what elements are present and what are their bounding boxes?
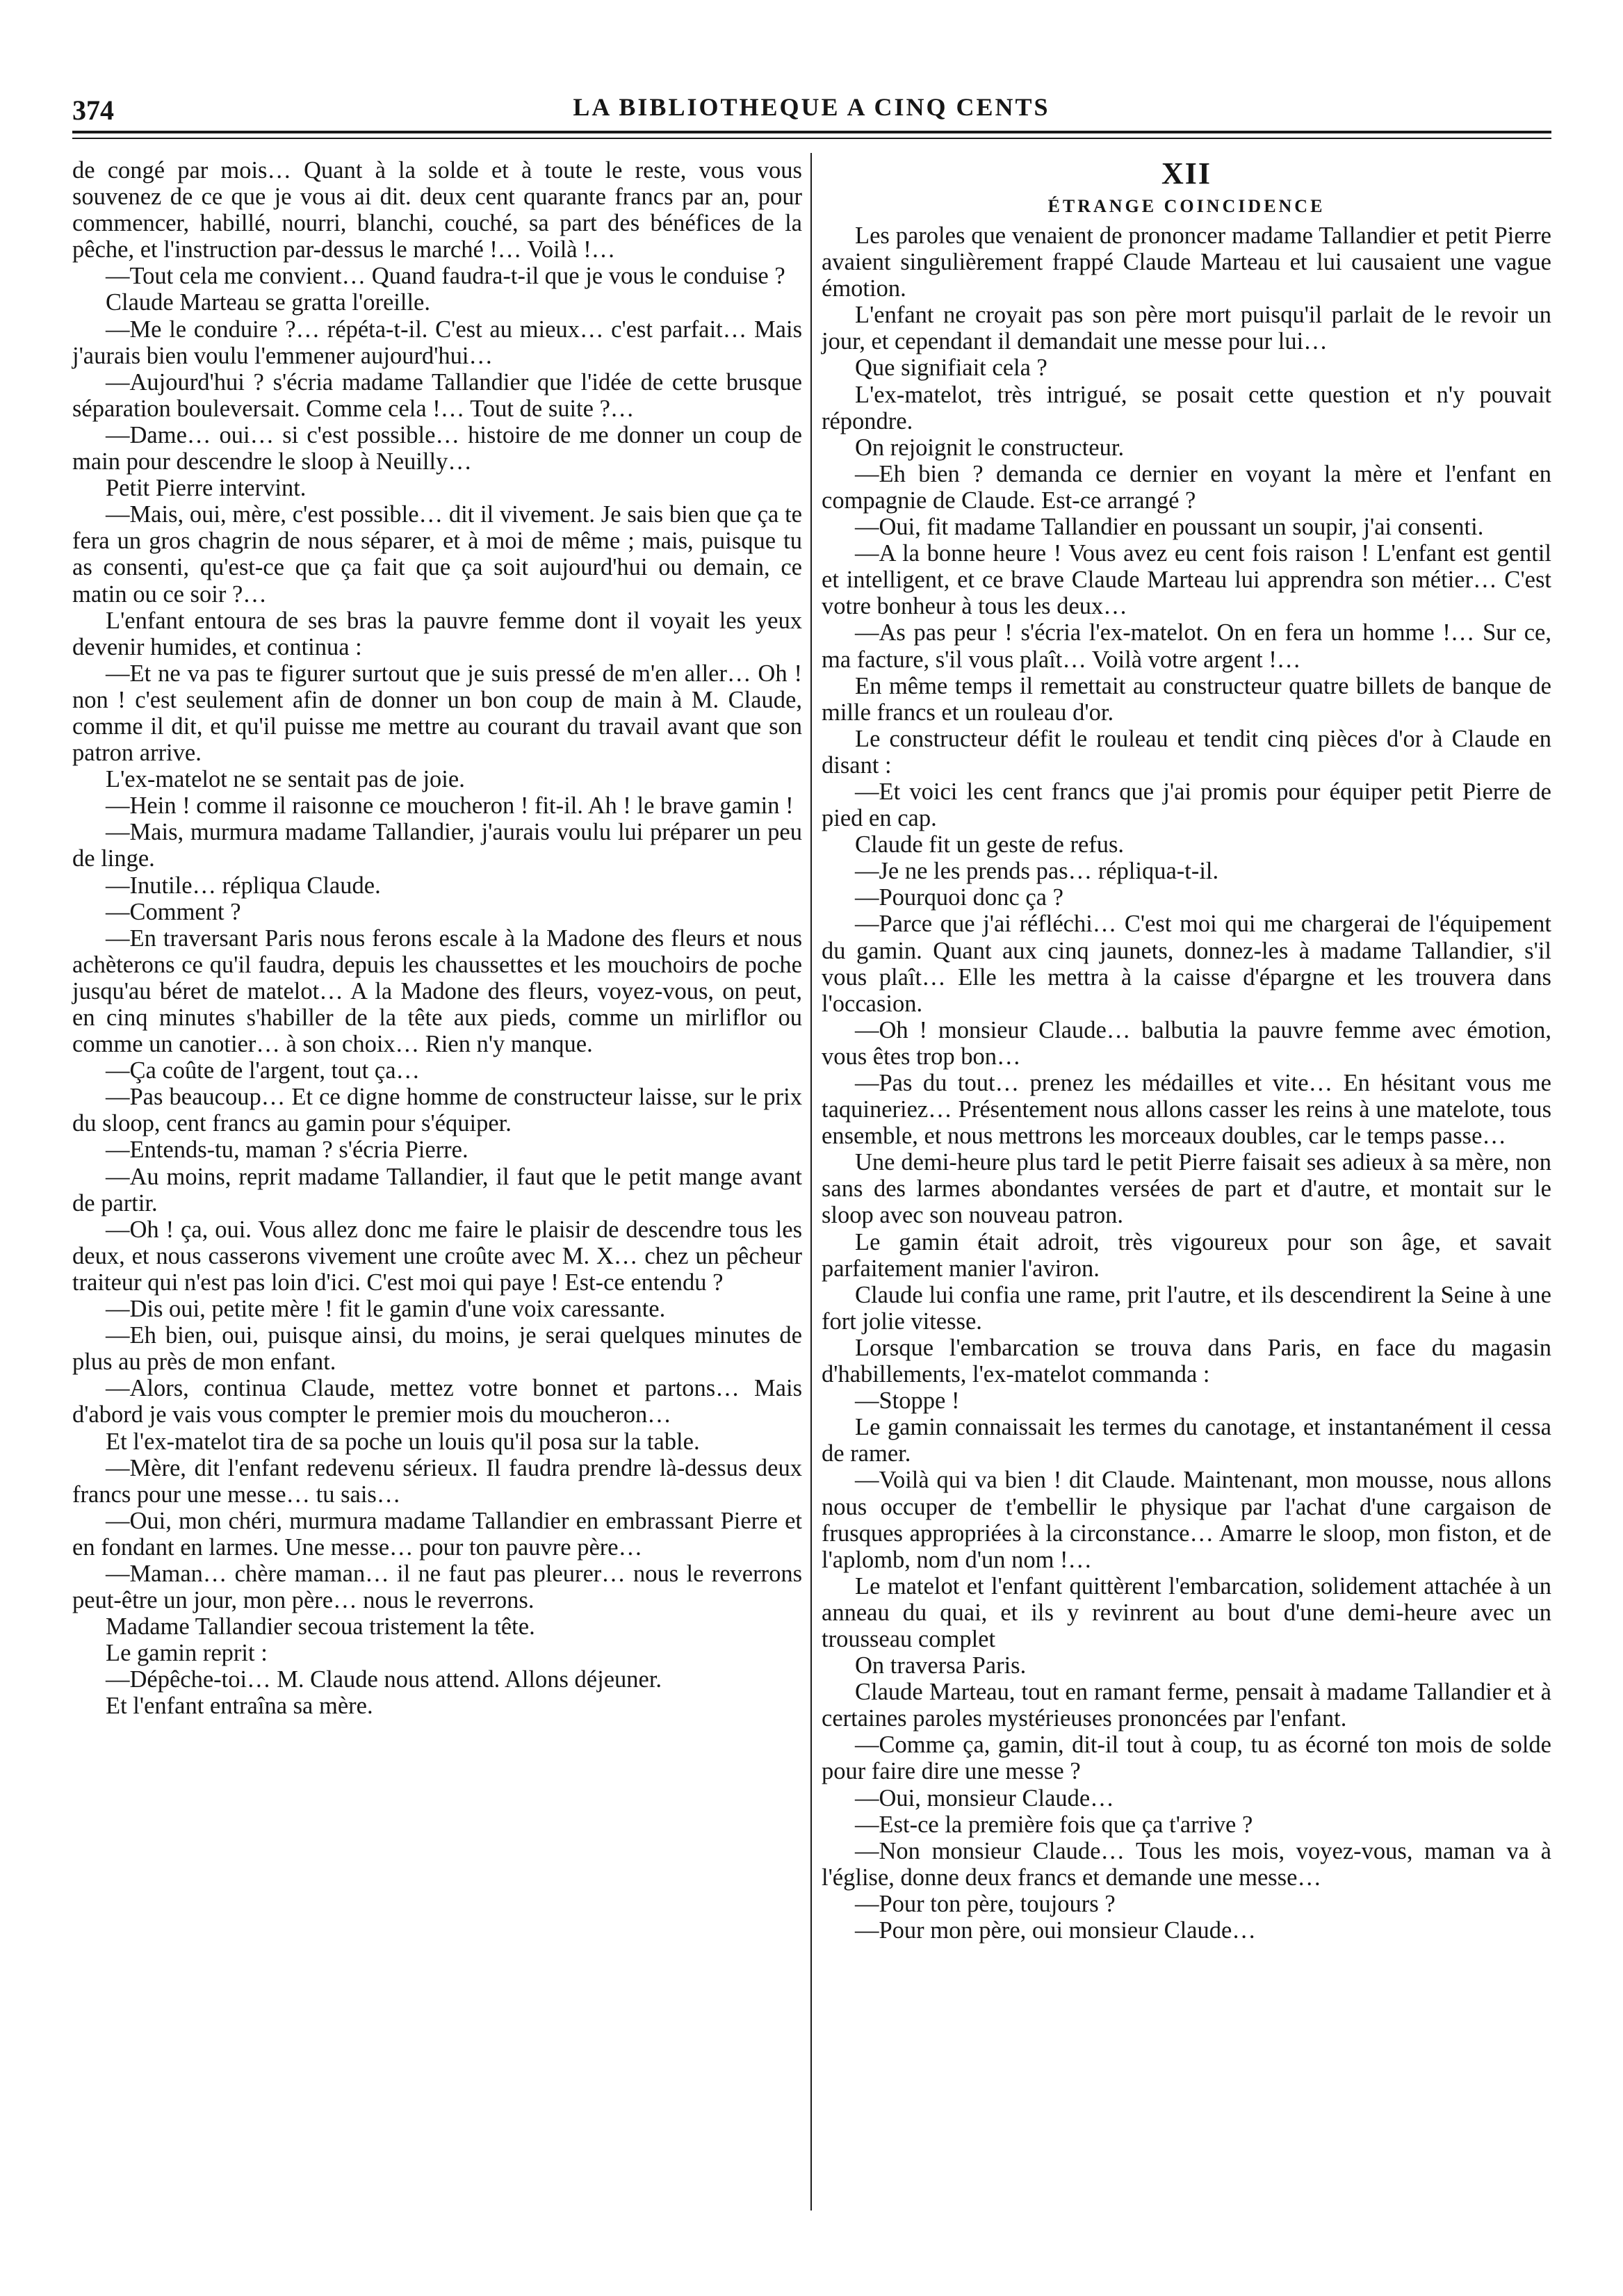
- paragraph: —As pas peur ! s'écria l'ex-matelot. On en fera un homme !… Sur ce, ma facture, s'il vous plaît… Voilà votre argent !…: [822, 619, 1551, 673]
- paragraph: Le gamin était adroit, très vigoureux pour son âge, et savait parfaitement manier l'aviron.: [822, 1228, 1551, 1282]
- paragraph: —Pourquoi donc ça ?: [855, 884, 1063, 911]
- paragraph: —Aujourd'hui ? s'écria madame Tallandier que l'idée de cette brusque séparation bouleversait. Comme cela !… Tout de suite ?…: [72, 368, 802, 422]
- paragraph: —Mais, oui, mère, c'est possible… dit il vivement. Je sais bien que ça te fera un gros chagrin de nous séparer, et à moi de même ; mais, puisque tu as consenti, qu'est-ce que ça fait que ça soit aujourd'hui ou demain, ce matin ou ce soir ?…: [72, 501, 802, 608]
- chapter-title: ÉTRANGE COINCIDENCE: [1047, 196, 1326, 216]
- paragraph: —Et ne va pas te figurer surtout que je suis pressé de m'en aller… Oh ! non ! c'est seulement afin de donner un bon coup de main à M. Claude, comme il dit, et qu'il puisse me mettre au courant du travail avant que son patron arrive.: [72, 660, 802, 767]
- paragraph: —Dis oui, petite mère ! fit le gamin d'une voix caressante.: [106, 1296, 666, 1323]
- paragraph: —Me le conduire ?… répéta-t-il. C'est au mieux… c'est parfait… Mais j'aurais bien voulu l'emmener aujourd'hui…: [72, 316, 802, 369]
- paragraph: L'enfant ne croyait pas son père mort puisqu'il parlait de le revoir un jour, et cependant il demandait une messe pour lui…: [822, 302, 1551, 355]
- paragraph: —Inutile… répliqua Claude.: [106, 872, 381, 899]
- paragraph: —Parce que j'ai réfléchi… C'est moi qui me chargerai de l'équipement du gamin. Quant aux cinq jaunets, donnez-les à madame Tallandier, s'il vous plaît… Elle les mettra à la caisse d'épargne et les trouvera dans l'occasion.: [822, 911, 1551, 1017]
- paragraph: —Non monsieur Claude… Tous les mois, voyez-vous, maman va à l'église, donne deux francs et demande une messe…: [822, 1837, 1551, 1891]
- right-column: [822, 157, 1551, 1944]
- paragraph: —Oui, mon chéri, murmura madame Tallandier en embrassant Pierre et en fondant en larmes. Une messe… pour ton pauvre père…: [72, 1507, 802, 1561]
- chapter-number: XII: [1161, 156, 1212, 190]
- paragraph: —Tout cela me convient… Quand faudra-t-il que je vous le conduise ?: [106, 263, 785, 290]
- left-column: [72, 157, 802, 1720]
- paragraph: —Oh ! monsieur Claude… balbutia la pauvre femme avec émotion, vous êtes trop bon…: [822, 1016, 1551, 1070]
- paragraph: —Comme ça, gamin, dit-il tout à coup, tu as écorné ton mois de solde pour faire dire une messe ?: [822, 1732, 1551, 1785]
- paragraph: —Dame… oui… si c'est possible… histoire de me donner un coup de main pour descendre le sloop à Neuilly…: [72, 421, 802, 475]
- paragraph: —Oui, fit madame Tallandier en poussant un soupir, j'ai consenti.: [855, 514, 1484, 541]
- paragraph: de congé par mois… Quant à la solde et à toute le reste, vous vous souvenez de ce que je vous ai dit. deux cent quarante francs par an, pour commencer, habillé, nourri, blanchi, couché, sa part des bénéfices de la pêche, et l'instruction par-dessus le marché !… Voilà !…: [72, 157, 802, 263]
- paragraph: Claude fit un geste de refus.: [855, 831, 1125, 858]
- paragraph: —Pas beaucoup… Et ce digne homme de constructeur laisse, sur le prix du sloop, cent francs au gamin pour s'équiper.: [72, 1084, 802, 1137]
- paragraph: —Ça coûte de l'argent, tout ça…: [106, 1057, 421, 1084]
- paragraph: Et l'ex-matelot tira de sa poche un louis qu'il posa sur la table.: [106, 1428, 700, 1455]
- paragraph: —Voilà qui va bien ! dit Claude. Maintenant, mon mousse, nous allons nous occuper de t'embellir le physique par l'achat d'une cargaison de frusques appropriées à la circonstance… Amarre le sloop, mon fiston, et de l'aplomb, nom d'un nom !…: [822, 1467, 1551, 1573]
- paragraph: Le matelot et l'enfant quittèrent l'embarcation, solidement attachée à un anneau du quai, et ils y revinrent au bout d'une demi-heure avec un trousseau complet: [822, 1572, 1551, 1652]
- running-title: LA BIBLIOTHEQUE A CINQ CENTS: [573, 93, 1050, 121]
- column-divider: [810, 153, 812, 2210]
- paragraph: —Pas du tout… prenez les médailles et vite… En hésitant vous me taquineriez… Présentement nous allons casser les reins à une matelote, tous ensemble, et nous mettrons les morceaux doubles, car le temps passe…: [822, 1070, 1551, 1150]
- paragraph: —Mais, murmura madame Tallandier, j'aurais voulu lui préparer un peu de linge.: [72, 819, 802, 872]
- paragraph: Lorsque l'embarcation se trouva dans Paris, en face du magasin d'habillements, l'ex-matelot commanda :: [822, 1334, 1551, 1388]
- paragraph: L'ex-matelot, très intrigué, se posait cette question et n'y pouvait répondre.: [822, 381, 1551, 434]
- paragraph: Une demi-heure plus tard le petit Pierre faisait ses adieux à sa mère, non sans des larmes abondantes versées de part et d'autre, et montait sur le sloop avec son nouveau patron.: [822, 1149, 1551, 1229]
- paragraph: —A la bonne heure ! Vous avez eu cent fois raison ! L'enfant est gentil et intelligent, et ce brave Claude Marteau lui apprendra son métier… C'est votre bonheur à tous les deux…: [822, 540, 1551, 620]
- paragraph: En même temps il remettait au constructeur quatre billets de banque de mille francs et un rouleau d'or.: [822, 672, 1551, 726]
- paragraph: —Alors, continua Claude, mettez votre bonnet et partons… Mais d'abord je vais vous compter le premier mois du moucheron…: [72, 1375, 802, 1428]
- paragraph: Les paroles que venaient de prononcer madame Tallandier et petit Pierre avaient singulièrement frappé Claude Marteau et lui causaient une vague émotion.: [822, 222, 1551, 302]
- paragraph: Le constructeur défit le rouleau et tendit cinq pièces d'or à Claude en disant :: [822, 725, 1551, 779]
- paragraph: Petit Pierre intervint.: [106, 475, 307, 502]
- paragraph: —Eh bien, oui, puisque ainsi, du moins, je serai quelques minutes de plus au près de mon enfant.: [72, 1322, 802, 1376]
- paragraph: —Stoppe !: [855, 1387, 960, 1415]
- paragraph: —Oui, monsieur Claude…: [855, 1784, 1114, 1811]
- paragraph: —Comment ?: [106, 898, 241, 925]
- header-rule-thin: [72, 138, 1551, 139]
- paragraph: L'enfant entoura de ses bras la pauvre femme dont il voyait les yeux devenir humides, et continua :: [72, 607, 802, 660]
- paragraph: Claude lui confia une rame, prit l'autre, et ils descendirent la Seine à une fort jolie vitesse.: [822, 1281, 1551, 1335]
- paragraph: Claude Marteau se gratta l'oreille.: [106, 289, 430, 316]
- paragraph: —Au moins, reprit madame Tallandier, il faut que le petit mange avant de partir.: [72, 1163, 802, 1216]
- paragraph: —Eh bien ? demanda ce dernier en voyant la mère et l'enfant en compagnie de Claude. Est-ce arrangé ?: [822, 460, 1551, 514]
- paragraph: —Est-ce la première fois que ça t'arrive ?: [855, 1811, 1253, 1838]
- paragraph: On rejoignit le constructeur.: [855, 434, 1125, 461]
- paragraph: —Oh ! ça, oui. Vous allez donc me faire le plaisir de descendre tous les deux, et nous casserons vivement une croûte avec M. X… chez un pêcheur traiteur qui n'est pas loin d'ici. C'est moi qui paye ! Est-ce entendu ?: [72, 1216, 802, 1296]
- paragraph: Madame Tallandier secoua tristement la tête.: [106, 1613, 535, 1640]
- paragraph: —Je ne les prends pas… répliqua-t-il.: [855, 858, 1219, 885]
- paragraph: —Hein ! comme il raisonne ce moucheron ! fit-il. Ah ! le brave gamin !: [106, 792, 794, 820]
- paragraph: Et l'enfant entraîna sa mère.: [106, 1693, 373, 1720]
- paragraph: —Entends-tu, maman ? s'écria Pierre.: [106, 1137, 468, 1164]
- paragraph: Le gamin connaissait les termes du canotage, et instantanément il cessa de ramer.: [822, 1414, 1551, 1467]
- paragraph: —Et voici les cent francs que j'ai promis pour équiper petit Pierre de pied en cap.: [822, 778, 1551, 832]
- paragraph: Que signifiait cela ?: [855, 355, 1047, 382]
- paragraph: —En traversant Paris nous ferons escale à la Madone des fleurs et nous achèterons ce qu'il faudra, depuis les chaussettes et les mouchoirs de poche jusqu'au béret de matelot… A la Madone des fleurs, voyez-vous, on peut, en cinq minutes s'habiller de la tête aux pieds, comme un mirliflor ou comme un canotier… à son choix… Rien n'y manque.: [72, 925, 802, 1058]
- page-number: 374: [72, 95, 114, 126]
- paragraph: —Maman… chère maman… il ne faut pas pleurer… nous le reverrons peut-être un jour, mon père… nous le reverrons.: [72, 1560, 802, 1614]
- paragraph: Claude Marteau, tout en ramant ferme, pensait à madame Tallandier et à certaines paroles mystérieuses prononcées par l'enfant.: [822, 1679, 1551, 1732]
- paragraph: —Pour ton père, toujours ?: [855, 1890, 1116, 1917]
- paragraph: Le gamin reprit :: [106, 1640, 268, 1667]
- paragraph: —Dépêche-toi… M. Claude nous attend. Allons déjeuner.: [106, 1666, 662, 1693]
- paragraph: —Mère, dit l'enfant redevenu sérieux. Il faudra prendre là-dessus deux francs pour une messe… tu sais…: [72, 1454, 802, 1508]
- paragraph: On traversa Paris.: [855, 1652, 1027, 1679]
- paragraph: —Pour mon père, oui monsieur Claude…: [855, 1917, 1256, 1944]
- header-rule-thick: [72, 131, 1551, 133]
- paragraph: L'ex-matelot ne se sentait pas de joie.: [106, 766, 465, 793]
